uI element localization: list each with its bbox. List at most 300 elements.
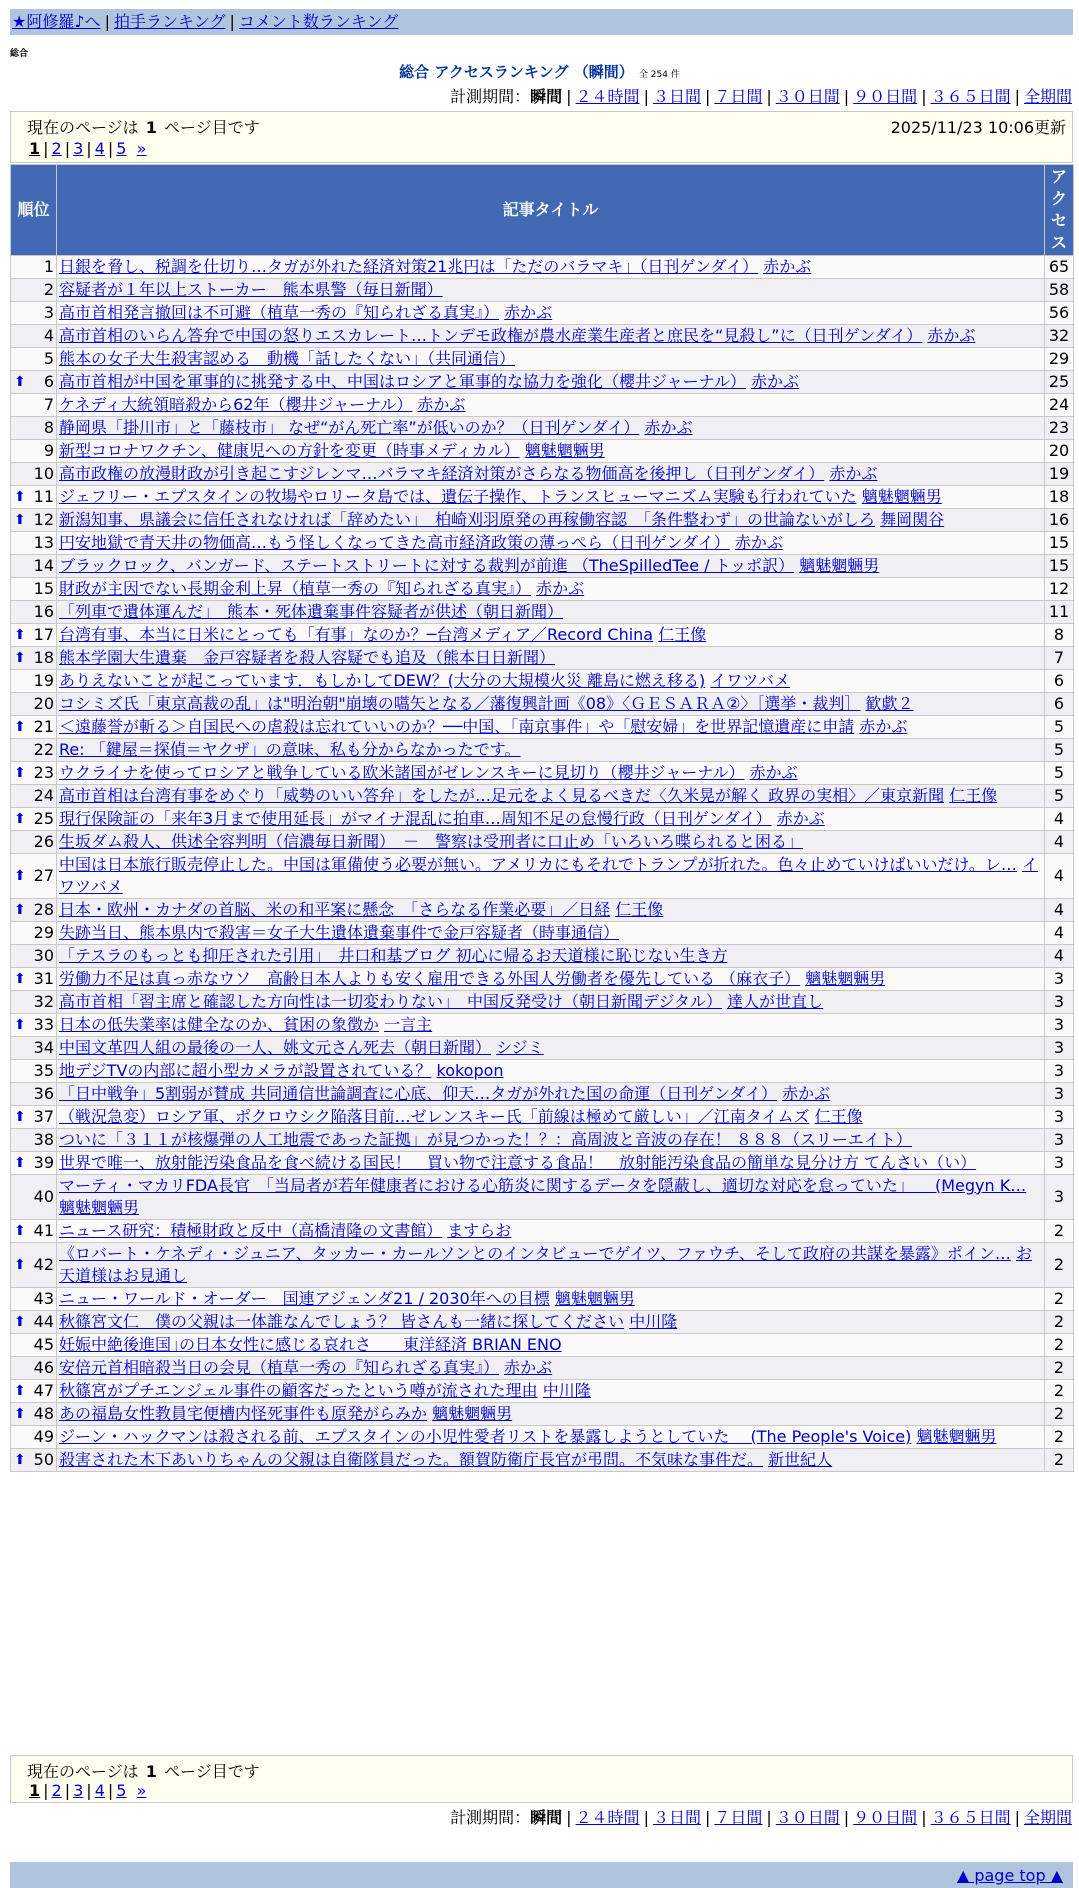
article-title-link[interactable]: 妊娠中絶後進国｣の日本女性に感じる哀れさ 東洋経済 BRIAN ENO [59, 1335, 562, 1354]
rank-cell [11, 808, 57, 831]
rank-number: 44 [33, 1312, 54, 1331]
rank-cell [11, 899, 57, 922]
title-cell [57, 670, 1045, 693]
article-title-link[interactable]: 失跡当日、熊本県内で殺害＝女子大生遺体遺棄事件で金戸容疑者（時事通信） [59, 923, 620, 942]
rank-number: 9 [43, 441, 54, 460]
table-row [11, 1014, 1074, 1037]
access-count: 24 [1045, 394, 1074, 417]
category-label: 総合 [10, 49, 29, 59]
title-cell [57, 968, 1045, 991]
author-link[interactable]: 魑魅魍魎男 [861, 487, 942, 506]
rank-cell [11, 1106, 57, 1129]
pager-link[interactable]: 2 [51, 139, 62, 158]
author-link[interactable]: 赤かぶ [776, 809, 825, 828]
rank-number: 45 [33, 1335, 54, 1354]
rank-up-arrow-icon: ⬆ [14, 1155, 26, 1171]
title-cell [57, 1288, 1045, 1311]
rank-cell [11, 1060, 57, 1083]
title-cell [57, 555, 1045, 578]
title-cell [57, 325, 1045, 348]
rank-number: 47 [33, 1381, 54, 1400]
title-cell [57, 532, 1045, 555]
table-row [11, 394, 1074, 417]
article-title-link[interactable]: ジーン・ハックマンは殺される前、エプスタインの小児性愛者リストを暴露しようとしていた (The People's Voice) [59, 1427, 912, 1446]
access-count: 18 [1045, 486, 1074, 509]
rank-cell [11, 991, 57, 1014]
rank-cell [11, 509, 57, 532]
period-label: 計測期間： [450, 87, 531, 106]
article-title-link[interactable]: ＜遠藤誉が斬る＞自国民への虐殺は忘れていいのか？──中国、「南京事件」や「慰安婦」を世界記憶遺産に申請 [59, 717, 855, 736]
rank-cell [11, 325, 57, 348]
title-cell [57, 1060, 1045, 1083]
pager-link[interactable]: 3 [73, 139, 84, 158]
ranking-table [10, 164, 1074, 1472]
rank-up-arrow-icon: ⬆ [14, 1383, 26, 1399]
access-count: 2 [1045, 1243, 1074, 1288]
period-link[interactable]: 全期間 [1023, 87, 1072, 106]
author-link[interactable]: シジミ [496, 1038, 544, 1057]
title-cell [57, 463, 1045, 486]
access-count: 7 [1045, 647, 1074, 670]
pager-top [29, 139, 146, 158]
table-row [11, 1175, 1074, 1220]
access-count: 25 [1045, 371, 1074, 394]
access-count: 19 [1045, 463, 1074, 486]
rank-cell [11, 555, 57, 578]
rank-up-arrow-icon: ⬆ [14, 627, 26, 643]
author-link[interactable]: 魑魅魍魎男 [432, 1404, 513, 1423]
page-top-link[interactable]: ▲ page top ▲ [956, 1866, 1063, 1885]
author-link[interactable]: 魑魅魍魎男 [916, 1427, 997, 1446]
pager-next-link[interactable]: » [136, 1781, 147, 1800]
access-count: 56 [1045, 302, 1074, 325]
author-link[interactable]: 中川隆 [629, 1312, 678, 1331]
table-row [11, 532, 1074, 555]
table-row [11, 1449, 1074, 1472]
author-link[interactable]: イワツバメ [59, 855, 1039, 896]
article-title-link[interactable]: 高市首相「習主席と確認した方向性は一切変わりない」 中国反発受け（朝日新聞デジタル） [59, 992, 723, 1011]
article-title-link[interactable]: 「テスラのもっとも抑圧された引用」 井口和基ブログ 初心に帰るお天道様に恥じない生き方 [59, 946, 728, 965]
article-title-link[interactable]: 高市首相が中国を軍事的に挑発する中、中国はロシアと軍事的な協力を強化（櫻井ジャーナル） [59, 372, 746, 391]
article-title-link[interactable]: ジェフリー・エプスタインの牧場やロリータ島では、遺伝子操作、トランスヒューマニズム実験も行われていた [59, 487, 857, 506]
author-link[interactable]: 魑魅魍魎男 [805, 969, 886, 988]
period-separator: | [766, 87, 772, 106]
rank-number: 7 [43, 395, 54, 414]
article-title-link[interactable]: 生坂ダム殺人、供述全容判明（信濃毎日新聞） － 警察は受刑者に口止め「いろいろ喋られると困る」 [59, 832, 804, 851]
table-row [11, 831, 1074, 854]
page-status-suffix: ページ目です [164, 118, 260, 137]
rank-cell [11, 854, 57, 899]
access-count: 12 [1045, 578, 1074, 601]
table-row [11, 899, 1074, 922]
title-cell [57, 1334, 1045, 1357]
article-title-link[interactable]: （戦況急変）ロシア軍、ポクロウシク陥落目前…ゼレンスキー氏「前線は極めて厳しい」／江南タイムズ [59, 1107, 810, 1126]
access-count: 3 [1045, 1037, 1074, 1060]
applause-ranking-link[interactable]: 拍手ランキング [113, 12, 226, 31]
rank-number: 38 [33, 1130, 54, 1149]
rank-number: 46 [33, 1358, 54, 1377]
rank-cell [11, 440, 57, 463]
pager-link[interactable]: 3 [73, 1781, 84, 1800]
author-link[interactable]: 歓歔２ [865, 694, 914, 713]
table-row [11, 486, 1074, 509]
article-title-link[interactable]: 熊本の女子大生殺害認める 動機「話したくない」（共同通信） [59, 349, 516, 368]
article-title-link[interactable]: ブラックロック、バンガード、ステートストリートに対する裁判が前進 （TheSpilledTee / トッポ訳） [59, 556, 795, 575]
access-count: 5 [1045, 785, 1074, 808]
article-title-link[interactable]: マーティ・マカリFDA長官 「当局者が若年健康者における心筋炎に関するデータを隠蔽し、適切な対応を怠っていた」 (Megyn K… [59, 1176, 1027, 1195]
rank-up-arrow-icon: ⬆ [14, 971, 26, 987]
rank-number: 30 [33, 946, 54, 965]
rank-cell [11, 601, 57, 624]
rank-cell [11, 968, 57, 991]
access-count: 2 [1045, 1449, 1074, 1472]
period-separator: | [566, 1808, 572, 1827]
rank-number: 10 [33, 464, 54, 483]
period-link[interactable]: ３６５日間 [930, 87, 1011, 106]
author-link[interactable]: 魑魅魍魎男 [554, 1289, 635, 1308]
article-title-link[interactable]: 安倍元首相暗殺当日の会見（植草一秀の『知られざる真実』） [59, 1358, 500, 1377]
author-link[interactable]: 仁王像 [949, 786, 998, 805]
title-cell [57, 1220, 1045, 1243]
page-status-number: 1 [145, 118, 157, 137]
title-cell [57, 440, 1045, 463]
period-link[interactable]: ３０日間 [775, 1808, 840, 1827]
rank-number: 25 [33, 809, 54, 828]
article-title-link[interactable]: ニュース研究：積極財政と反中（高橋清隆の文書館） [59, 1221, 443, 1240]
table-row [11, 693, 1074, 716]
rank-number: 48 [33, 1404, 54, 1423]
article-title-link[interactable]: 新型コロナワクチン、健康児への方針を変更（時事メディカル） [59, 441, 520, 460]
rank-number: 28 [33, 900, 54, 919]
article-title-link[interactable]: 殺害された木下あいりちゃんの父親は自衛隊員だった。額賀防衛庁長官が弔問。不気味な事件だ。 [59, 1450, 764, 1469]
article-title-link[interactable]: 中国文革四人組の最後の一人、姚文元さん死去（朝日新聞） [59, 1038, 492, 1057]
title-cell [57, 624, 1045, 647]
article-title-link[interactable]: 高市首相発言撤回は不可避（植草一秀の『知られざる真実』） [59, 303, 500, 322]
pager-link[interactable]: 5 [116, 139, 127, 158]
period-link[interactable]: ３日間 [652, 1808, 701, 1827]
article-title-link[interactable]: 秋篠宮文仁 僕の父親は一体誰なんでしょう？ 皆さんも一緒に探してください [59, 1312, 625, 1331]
author-link[interactable]: 赤かぶ [417, 395, 466, 414]
author-link[interactable]: 新世紀人 [768, 1450, 833, 1469]
header-title: 記事タイトル [57, 165, 1045, 256]
table-row [11, 716, 1074, 739]
rank-cell [11, 256, 57, 279]
article-title-link[interactable]: 高市首相は台湾有事をめぐり「威勢のいい答弁」をしたが…足元をよく見るべきだ〈久米晃が解く 政界の実相〉／東京新聞 [59, 786, 945, 805]
access-count: 3 [1045, 1175, 1074, 1220]
title-cell [57, 785, 1045, 808]
rank-number: 49 [33, 1427, 54, 1446]
access-count: 8 [1045, 624, 1074, 647]
article-title-link[interactable]: 高市政権の放漫財政が引き起こすジレンマ…バラマキ経済対策がさらなる物価高を後押し（日刊ゲンダイ） [59, 464, 825, 483]
table-row [11, 647, 1074, 670]
access-count: 5 [1045, 716, 1074, 739]
article-title-link[interactable]: 中国は日本旅行販売停止した。中国は軍備使う必要が無い。アメリカにもそれでトランプが折れた。色々止めていけばいいだけ。レ… [59, 855, 1017, 874]
table-row [11, 762, 1074, 785]
rank-number: 27 [33, 866, 54, 885]
article-title-link[interactable]: ついに「３１１が核爆弾の人工地震であった証拠」が見つかった！？：高周波と音波の存在！ ８８８（スリーエイト） [59, 1130, 912, 1149]
article-title-link[interactable]: 「日中戦争」5割弱が賛成 共同通信世論調査に心底、仰天…タガが外れた国の命運（日刊ゲンダイ） [59, 1084, 777, 1103]
table-row [11, 1311, 1074, 1334]
rank-cell [11, 1403, 57, 1426]
nav-separator: | [229, 12, 235, 31]
article-title-link[interactable]: 高市首相のいらん答弁で中国の怒りエスカレート…トンデモ政権が農水産業生産者と庶民を“見殺し”に（日刊ゲンダイ） [59, 326, 923, 345]
title-cell [57, 762, 1045, 785]
title-cell [57, 1403, 1045, 1426]
article-title-link[interactable]: 世界で唯一、放射能汚染食品を食べ続ける国民！ 買い物で注意する食品！ 放射能汚染食品の簡単な見分け方 てんさい（い） [59, 1153, 977, 1172]
table-row [11, 968, 1074, 991]
rank-up-arrow-icon: ⬆ [14, 719, 26, 735]
period-link[interactable]: ９０日間 [853, 87, 918, 106]
table-row [11, 302, 1074, 325]
author-link[interactable]: 赤かぶ [644, 418, 693, 437]
pager-separator: | [107, 1781, 114, 1800]
access-count: 2 [1045, 1357, 1074, 1380]
access-count: 29 [1045, 348, 1074, 371]
period-link[interactable]: ２４時間 [575, 1808, 640, 1827]
article-title-link[interactable]: ありえないことが起こっています．もしかしてDEW？(大分の大規模火災 離島に燃え移る) [59, 671, 706, 690]
article-title-link[interactable]: 容疑者が１年以上ストーカー 熊本県警（毎日新聞） [59, 280, 443, 299]
rank-number: 26 [33, 832, 54, 851]
article-title-link[interactable]: ニュー・ワールド・オーダー 国連アジェンダ21 / 2030年への目標 [59, 1289, 550, 1308]
author-link[interactable]: 魑魅魍魎男 [524, 441, 605, 460]
title-cell [57, 739, 1045, 762]
pager-bottom [29, 1781, 146, 1800]
table-row [11, 371, 1074, 394]
author-link[interactable]: 赤かぶ [750, 372, 799, 391]
access-count: 3 [1045, 1106, 1074, 1129]
author-link[interactable]: 仁王像 [615, 900, 664, 919]
title-cell [57, 647, 1045, 670]
table-row [11, 1129, 1074, 1152]
access-count: 3 [1045, 968, 1074, 991]
rank-cell [11, 302, 57, 325]
author-link[interactable]: 赤かぶ [749, 763, 798, 782]
pager-link[interactable]: 4 [94, 139, 105, 158]
table-row [11, 348, 1074, 371]
author-link[interactable]: 赤かぶ [859, 717, 908, 736]
author-link[interactable]: 赤かぶ [504, 303, 553, 322]
rank-cell [11, 1220, 57, 1243]
article-title-link[interactable]: あの福島女性教員宅便槽内怪死事件も原発がらみか [59, 1404, 428, 1423]
title-cell [57, 1449, 1045, 1472]
period-link[interactable]: ７日間 [714, 87, 763, 106]
rank-number: 43 [33, 1289, 54, 1308]
access-count: 2 [1045, 1426, 1074, 1449]
author-link[interactable]: ますらお [447, 1221, 512, 1240]
table-row [11, 785, 1074, 808]
rank-cell [11, 394, 57, 417]
rank-up-arrow-icon: ⬆ [14, 765, 26, 781]
page-info-top [10, 111, 1073, 163]
author-link[interactable]: 魑魅魍魎男 [59, 1198, 140, 1217]
rank-number: 33 [33, 1015, 54, 1034]
bottom-bar [10, 1862, 1073, 1888]
period-link[interactable]: ３０日間 [775, 87, 840, 106]
page-status [27, 115, 260, 138]
period-separator: | [1014, 1808, 1020, 1827]
rank-cell [11, 1243, 57, 1288]
article-title-link[interactable]: 地デジTVの内部に超小型カメラが設置されている？ [59, 1061, 432, 1080]
author-link[interactable]: 仁王像 [658, 625, 707, 644]
access-count: 4 [1045, 922, 1074, 945]
rank-number: 42 [33, 1255, 54, 1274]
table-row [11, 1357, 1074, 1380]
table-row [11, 578, 1074, 601]
rank-up-arrow-icon: ⬆ [14, 512, 26, 528]
table-row [11, 1288, 1074, 1311]
rank-number: 34 [33, 1038, 54, 1057]
access-count: 4 [1045, 899, 1074, 922]
pager-next-link[interactable]: » [136, 139, 147, 158]
page-status [27, 1759, 260, 1782]
period-link[interactable]: 全期間 [1023, 1808, 1072, 1827]
rank-cell [11, 739, 57, 762]
rank-cell [11, 1380, 57, 1403]
pager-link[interactable]: 4 [94, 1781, 105, 1800]
author-link[interactable]: イワツバメ [710, 671, 791, 690]
author-link[interactable]: 赤かぶ [734, 533, 783, 552]
author-link[interactable]: 達人が世直し [727, 992, 824, 1011]
rank-up-arrow-icon: ⬆ [14, 868, 26, 884]
period-link[interactable]: ３６５日間 [930, 1808, 1011, 1827]
rank-up-arrow-icon: ⬆ [14, 902, 26, 918]
article-title-link[interactable]: 熊本学園大生遺棄 金戸容疑者を殺人容疑でも追及（熊本日日新聞） [59, 648, 556, 667]
article-title-link[interactable]: ケネディ大統領暗殺から62年（櫻井ジャーナル） [59, 395, 413, 414]
author-link[interactable]: 赤かぶ [504, 1358, 553, 1377]
table-row [11, 945, 1074, 968]
header-access: アクセス [1045, 165, 1074, 256]
article-title-link[interactable]: 財政が主因でない長期金利上昇（植草一秀の『知られざる真実』） [59, 579, 532, 598]
pager-link[interactable]: 5 [116, 1781, 127, 1800]
period-separator: | [921, 1808, 927, 1827]
article-title-link[interactable]: 新潟知事、県議会に信任されなければ「辞めたい」 柏崎刈羽原発の再稼働容認 「条件整わず」の世論ないがしろ [59, 510, 876, 529]
rank-number: 15 [33, 579, 54, 598]
rank-number: 23 [33, 763, 54, 782]
pager-separator: | [43, 1781, 49, 1800]
rank-cell [11, 762, 57, 785]
article-title-link[interactable]: 秋篠宮がプチエンジェル事件の顧客だったという噂が流された理由 [59, 1381, 538, 1400]
total-count: 全 254 件 [638, 70, 680, 80]
access-count: 4 [1045, 808, 1074, 831]
header-rank: 順位 [11, 165, 57, 256]
article-title-link[interactable]: 《ロバート・ケネディ・ジュニア、タッカー・カールソンとのインタビューでゲイツ、ファウチ、そして政府の共謀を暴露》ポイン… [59, 1244, 1011, 1263]
rank-cell [11, 486, 57, 509]
rank-number: 24 [33, 786, 54, 805]
rank-number: 20 [33, 694, 54, 713]
rank-number: 16 [33, 602, 54, 621]
rank-cell [11, 1175, 57, 1220]
rank-cell [11, 1311, 57, 1334]
access-count: 3 [1045, 1083, 1074, 1106]
comment-ranking-link[interactable]: コメント数ランキング [238, 12, 399, 31]
period-link[interactable]: ２４時間 [575, 87, 640, 106]
rank-cell [11, 1288, 57, 1311]
rank-cell [11, 1449, 57, 1472]
article-title-link[interactable]: 日本の低失業率は健全なのか、貧困の象徴か [59, 1015, 380, 1034]
title-cell [57, 991, 1045, 1014]
period-separator: | [921, 87, 927, 106]
home-link[interactable]: ★阿修羅♪へ [12, 12, 101, 31]
rank-number: 41 [33, 1221, 54, 1240]
article-title-link[interactable]: 現行保険証の「来年3月まで使用延長」がマイナ混乱に拍車…周知不足の怠慢行政（日刊ゲンダイ） [59, 809, 772, 828]
title-cell [57, 899, 1045, 922]
author-link[interactable]: 赤かぶ [829, 464, 878, 483]
title-cell [57, 854, 1045, 899]
rank-cell [11, 945, 57, 968]
article-title-link[interactable]: 静岡県「掛川市」と「藤枝市」 なぜ“がん死亡率”が低いのか？（日刊ゲンダイ） [59, 418, 640, 437]
author-link[interactable]: 仁王像 [814, 1107, 863, 1126]
period-current: 瞬間 [530, 87, 563, 106]
article-title-link[interactable]: 日銀を脅し、税調を仕切り…タガが外れた経済対策21兆円は「ただのバラマキ」（日刊ゲンダイ） [59, 257, 759, 276]
article-title-link[interactable]: コシミズ氏「東京高裁の乱」は"明治朝"崩壊の嚆矢となる／藩復興計画《08》〈ＧＥＳＡＲＡ②〉［選挙・裁判］ [59, 694, 861, 713]
author-link[interactable]: 赤かぶ [782, 1084, 831, 1103]
title-cell [57, 716, 1045, 739]
period-separator: | [643, 1808, 649, 1827]
rank-number: 14 [33, 556, 54, 575]
author-link[interactable]: 赤かぶ [536, 579, 585, 598]
access-count: 2 [1045, 1403, 1074, 1426]
rank-cell [11, 348, 57, 371]
access-count: 4 [1045, 831, 1074, 854]
pager-link[interactable]: 2 [51, 1781, 62, 1800]
period-separator: | [704, 87, 711, 106]
rank-number: 4 [43, 326, 54, 345]
period-link[interactable]: ９０日間 [853, 1808, 918, 1827]
title-cell [57, 808, 1045, 831]
period-link[interactable]: ３日間 [652, 87, 701, 106]
article-title-link[interactable]: 円安地獄で青天井の物価高…もう怪しくなってきた高市経済政策の薄っぺら（日刊ゲンダイ） [59, 533, 730, 552]
table-row [11, 854, 1074, 899]
article-title-link[interactable]: 台湾有事、本当に日米にとっても「有事」なのか？─台湾メディア／Record China [59, 625, 654, 644]
table-row [11, 417, 1074, 440]
title-cell [57, 417, 1045, 440]
article-title-link[interactable]: Re: 「鍵屋＝探偵＝ヤクザ」の意味、私も分からなかったです。 [59, 740, 521, 759]
period-link[interactable]: ７日間 [714, 1808, 763, 1827]
author-link[interactable]: お天道様はお見通し [59, 1244, 1032, 1285]
page-status-prefix: 現在のページは [27, 1762, 139, 1781]
table-row [11, 256, 1074, 279]
table-row [11, 670, 1074, 693]
article-title-link[interactable]: 労働力不足は真っ赤なウソ 高齢日本人よりも安く雇用できる外国人労働者を優先している （麻衣子） [59, 969, 801, 988]
table-row [11, 991, 1074, 1014]
table-row [11, 922, 1074, 945]
table-row [11, 1243, 1074, 1288]
table-row [11, 601, 1074, 624]
article-title-link[interactable]: 日本・欧州・カナダの首脳、米の和平案に懸念 「さらなる作業必要」／日経 [59, 900, 611, 919]
author-link[interactable]: kokopon [436, 1061, 504, 1080]
author-link[interactable]: 赤かぶ [927, 326, 976, 345]
access-count: 3 [1045, 1129, 1074, 1152]
access-count: 15 [1045, 532, 1074, 555]
author-link[interactable]: 一言主 [384, 1015, 433, 1034]
page-title: 総合 アクセスランキング （瞬間） [399, 63, 634, 81]
author-link[interactable]: 中川隆 [542, 1381, 591, 1400]
article-title-link[interactable]: 「列車で遺体運んだ」 熊本・死体遺棄事件容疑者が供述（朝日新聞） [59, 602, 564, 621]
rank-cell [11, 1037, 57, 1060]
table-row [11, 1037, 1074, 1060]
author-link[interactable]: 魑魅魍魎男 [799, 556, 880, 575]
title-cell [57, 1380, 1045, 1403]
title-cell [57, 831, 1045, 854]
author-link[interactable]: 舞岡関谷 [880, 510, 945, 529]
rank-number: 39 [33, 1153, 54, 1172]
period-separator: | [843, 87, 850, 106]
title-cell [57, 371, 1045, 394]
table-row [11, 463, 1074, 486]
article-title-link[interactable]: ウクライナを使ってロシアと戦争している欧米諸国がゼレンスキーに見切り（櫻井ジャーナル） [59, 763, 745, 782]
rank-cell [11, 532, 57, 555]
author-link[interactable]: 赤かぶ [763, 257, 812, 276]
